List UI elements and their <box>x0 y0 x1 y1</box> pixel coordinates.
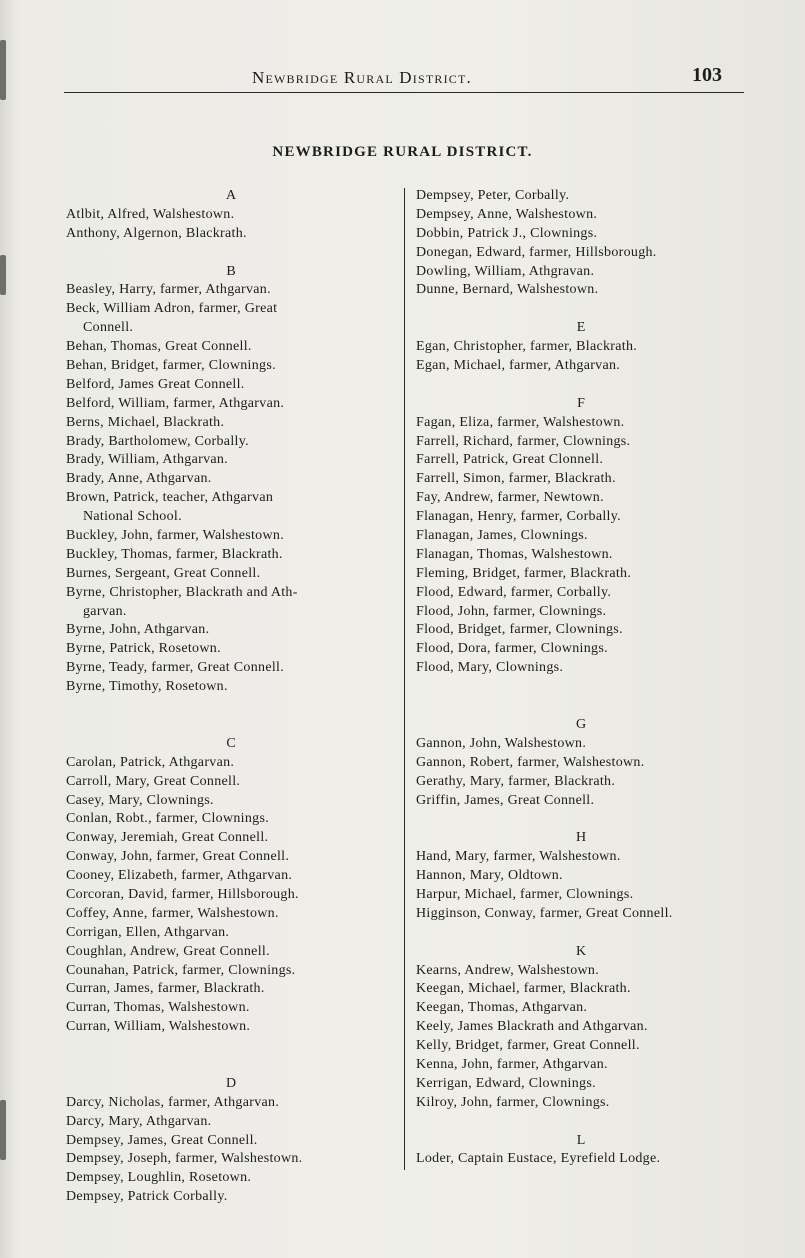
directory-entry: Griffin, James, Great Connell. <box>416 792 595 808</box>
directory-entry: Gannon, John, Walshestown. <box>416 735 587 751</box>
directory-entry: Dobbin, Patrick J., Clownings. <box>416 225 598 241</box>
section-letter: L <box>576 1132 586 1148</box>
section-letter: H <box>575 830 587 846</box>
section-spacer <box>66 1037 396 1056</box>
left-column <box>66 187 396 1207</box>
directory-entry: Belford, James Great Connell. <box>66 376 245 392</box>
directory-entry: Flood, Dora, farmer, Clownings. <box>416 641 608 657</box>
section-spacer <box>66 244 396 263</box>
section-letter: F <box>577 395 585 411</box>
section-letter: D <box>225 1075 237 1091</box>
directory-entry: Kenna, John, farmer, Athgarvan. <box>416 1056 608 1072</box>
directory-entry: Hand, Mary, farmer, Walshestown. <box>416 849 621 865</box>
directory-entry: Beasley, Harry, farmer, Athgarvan. <box>66 282 271 298</box>
directory-entry: Gerathy, Mary, farmer, Blackrath. <box>416 773 616 789</box>
directory-entry: Burnes, Sergeant, Great Connell. <box>66 565 261 581</box>
directory-entry: Dempsey, James, Great Connell. <box>66 1132 258 1148</box>
directory-entry: Keegan, Michael, farmer, Blackrath. <box>416 981 631 997</box>
directory-entry: Curran, William, Walshestown. <box>66 1019 251 1035</box>
directory-entry: Darcy, Nicholas, farmer, Athgarvan. <box>66 1094 280 1110</box>
section-letter: G <box>575 716 587 732</box>
section-spacer <box>416 697 751 716</box>
section-letter: B <box>226 263 236 279</box>
directory-entry: Loder, Captain Eustace, Eyrefield Lodge. <box>416 1151 661 1167</box>
directory-entry: Anthony, Algernon, Blackrath. <box>66 225 247 241</box>
directory-entry: Higginson, Conway, farmer, Great Connell. <box>416 905 673 921</box>
directory-entry: Flood, Edward, farmer, Corbally. <box>416 584 612 600</box>
page-number: 103 <box>692 64 722 86</box>
entry-continuation: Connell. <box>83 320 134 336</box>
directory-entry: Dowling, William, Athgravan. <box>416 263 595 279</box>
section-spacer <box>66 697 396 716</box>
directory-entry: Flanagan, James, Clownings. <box>416 528 588 544</box>
directory-entry: Keely, James Blackrath and Athgarvan. <box>416 1019 648 1035</box>
directory-entry: Fagan, Eliza, farmer, Walshestown. <box>416 414 625 430</box>
running-title: Newbridge Rural District. <box>252 68 472 87</box>
directory-entry: Brown, Patrick, teacher, Athgarvan <box>66 490 274 506</box>
directory-entry: Gannon, Robert, farmer, Walshestown. <box>416 754 645 770</box>
directory-entry: Byrne, Christopher, Blackrath and Ath- <box>66 584 298 600</box>
directory-entry: Buckley, Thomas, farmer, Blackrath. <box>66 546 283 562</box>
directory-entry: Conway, John, farmer, Great Connell. <box>66 849 290 865</box>
directory-entry: Curran, James, farmer, Blackrath. <box>66 981 265 997</box>
section-spacer <box>416 300 751 319</box>
directory-entry: Buckley, John, farmer, Walshestown. <box>66 528 284 544</box>
section-spacer <box>66 716 396 735</box>
directory-entry: Conway, Jeremiah, Great Connell. <box>66 830 269 846</box>
running-header <box>64 62 744 93</box>
directory-entry: Flood, Mary, Clownings. <box>416 660 564 676</box>
page-edge-mark <box>0 1100 6 1160</box>
section-spacer <box>416 810 751 829</box>
directory-entry: Kerrigan, Edward, Clownings. <box>416 1075 596 1091</box>
directory-entry: Dunne, Bernard, Walshestown. <box>416 282 599 298</box>
directory-entry: Flanagan, Henry, farmer, Corbally. <box>416 509 621 525</box>
directory-entry: Fleming, Bridget, farmer, Blackrath. <box>416 565 632 581</box>
directory-entry: Dempsey, Patrick Corbally. <box>66 1189 228 1205</box>
directory-entry: Byrne, Timothy, Rosetown. <box>66 679 228 695</box>
directory-entry: Flanagan, Thomas, Walshestown. <box>416 546 613 562</box>
directory-entry: Casey, Mary, Clownings. <box>66 792 214 808</box>
page-edge-mark <box>0 255 6 295</box>
section-spacer <box>416 924 751 943</box>
section-spacer <box>416 1113 751 1132</box>
right-column <box>416 187 751 1169</box>
section-letter: A <box>225 188 237 203</box>
directory-entry: Keegan, Thomas, Athgarvan. <box>416 1000 588 1016</box>
directory-entry: Flood, John, farmer, Clownings. <box>416 603 607 619</box>
entry-continuation: garvan. <box>83 603 127 619</box>
directory-entry: Coughlan, Andrew, Great Connell. <box>66 943 270 959</box>
directory-entry: Egan, Michael, farmer, Athgarvan. <box>416 358 621 374</box>
directory-entry: Flood, Bridget, farmer, Clownings. <box>416 622 623 638</box>
directory-entry: Harpur, Michael, farmer, Clownings. <box>416 886 634 902</box>
directory-entry: Dempsey, Loughlin, Rosetown. <box>66 1170 252 1186</box>
directory-entry: Coffey, Anne, farmer, Walshestown. <box>66 905 279 921</box>
section-letter: K <box>575 943 587 959</box>
directory-entry: Curran, Thomas, Walshestown. <box>66 1000 250 1016</box>
directory-entry: Counahan, Patrick, farmer, Clownings. <box>66 962 296 978</box>
directory-entry: Berns, Michael, Blackrath. <box>66 414 225 430</box>
directory-entry: Dempsey, Anne, Walshestown. <box>416 206 598 222</box>
directory-entry: Hannon, Mary, Oldtown. <box>416 868 563 884</box>
directory-entry: Brady, William, Athgarvan. <box>66 452 228 468</box>
directory-entry: Conlan, Robt., farmer, Clownings. <box>66 811 269 827</box>
directory-entry: Farrell, Richard, farmer, Clownings. <box>416 433 631 449</box>
directory-entry: Carolan, Patrick, Athgarvan. <box>66 754 235 770</box>
directory-entry: Cooney, Elizabeth, farmer, Athgarvan. <box>66 868 293 884</box>
directory-entry: Byrne, John, Athgarvan. <box>66 622 210 638</box>
directory-entry: Corrigan, Ellen, Athgarvan. <box>66 924 230 940</box>
directory-entry: Behan, Thomas, Great Connell. <box>66 339 252 355</box>
directory-entry: Atlbit, Alfred, Walshestown. <box>66 206 235 222</box>
section-letter: C <box>226 735 236 751</box>
directory-entry: Kelly, Bridget, farmer, Great Connell. <box>416 1038 640 1054</box>
directory-entry: Beck, William Adron, farmer, Great <box>66 301 278 317</box>
directory-entry: Belford, William, farmer, Athgarvan. <box>66 395 285 411</box>
directory-entry: Kilroy, John, farmer, Clownings. <box>416 1094 610 1110</box>
column-divider <box>404 188 405 1170</box>
directory-entry: Corcoran, David, farmer, Hillsborough. <box>66 886 299 902</box>
directory-entry: Byrne, Patrick, Rosetown. <box>66 641 221 657</box>
directory-entry: Darcy, Mary, Athgarvan. <box>66 1113 212 1129</box>
page-title: NEWBRIDGE RURAL DISTRICT. <box>272 144 533 160</box>
directory-entry: Carroll, Mary, Great Connell. <box>66 773 241 789</box>
directory-entry: Fay, Andrew, farmer, Newtown. <box>416 490 604 506</box>
directory-entry: Brady, Bartholomew, Corbally. <box>66 433 249 449</box>
directory-entry: Behan, Bridget, farmer, Clownings. <box>66 358 276 374</box>
directory-entry: Kearns, Andrew, Walshestown. <box>416 962 600 978</box>
directory-entry: Donegan, Edward, farmer, Hillsborough. <box>416 244 657 260</box>
directory-entry: Brady, Anne, Athgarvan. <box>66 471 212 487</box>
section-letter: E <box>576 320 586 336</box>
directory-entry: Egan, Christopher, farmer, Blackrath. <box>416 339 638 355</box>
entry-continuation: National School. <box>83 509 182 525</box>
section-spacer <box>416 678 751 697</box>
directory-entry: Dempsey, Joseph, farmer, Walshestown. <box>66 1151 303 1167</box>
section-spacer <box>416 376 751 395</box>
directory-entry: Farrell, Simon, farmer, Blackrath. <box>416 471 616 487</box>
page-edge-mark <box>0 40 6 100</box>
directory-entry: Farrell, Patrick, Great Clonnell. <box>416 452 604 468</box>
directory-entry: Byrne, Teady, farmer, Great Connell. <box>66 660 285 676</box>
directory-entry: Dempsey, Peter, Corbally. <box>416 188 570 203</box>
section-spacer <box>66 1056 396 1075</box>
